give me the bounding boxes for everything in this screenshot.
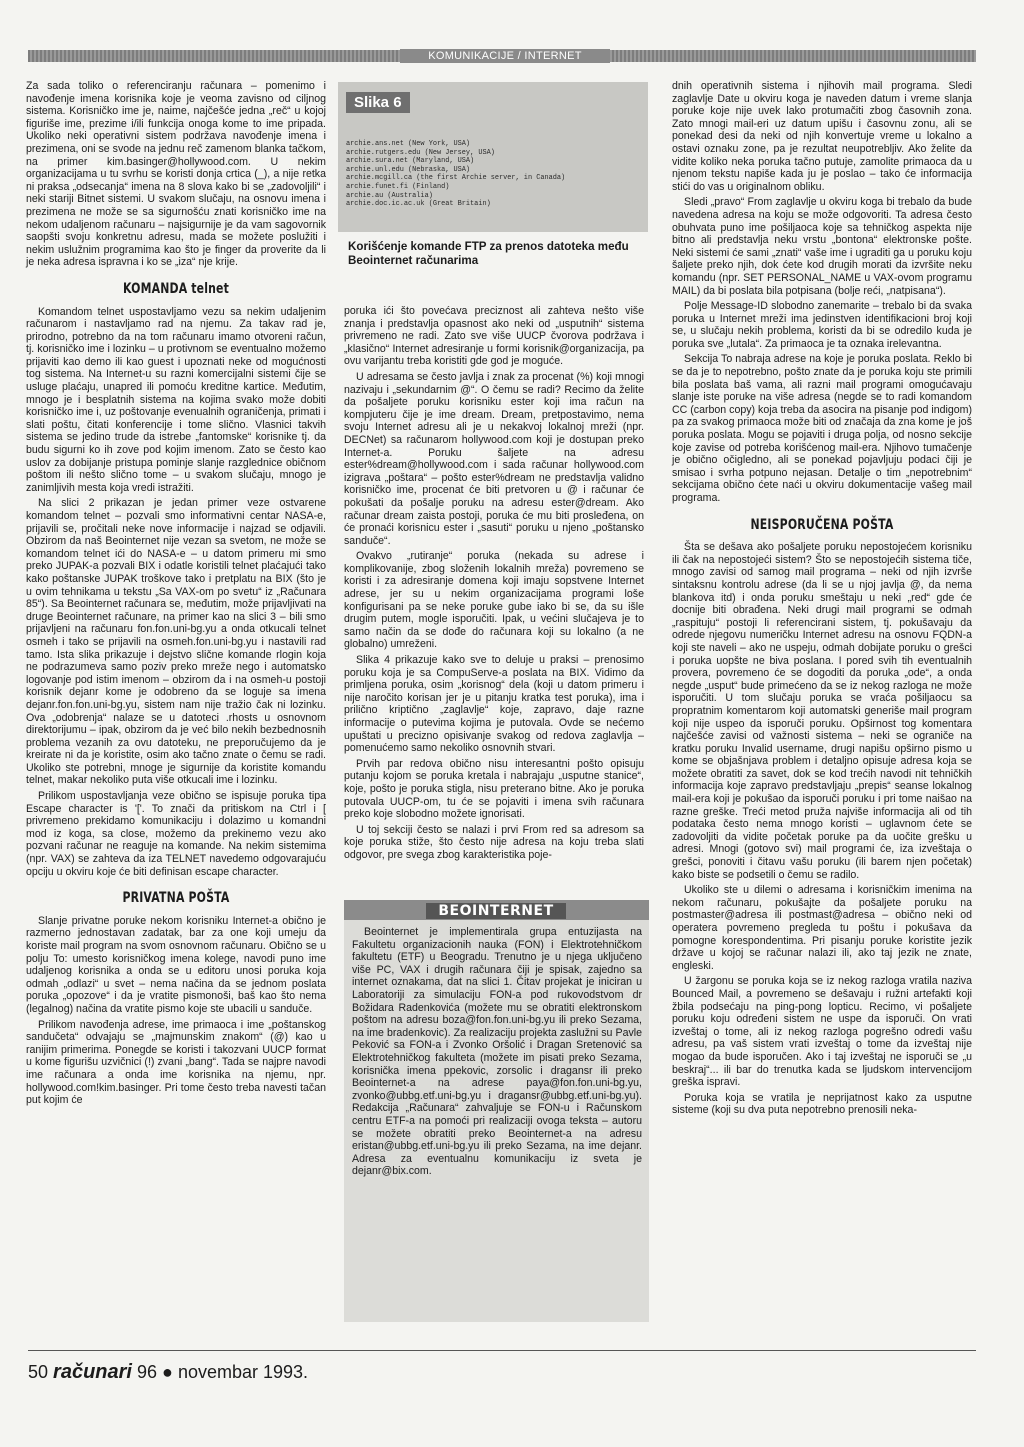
box-title: BEOINTERNET: [426, 903, 566, 919]
paragraph: Prilikom navođenja adrese, ime primaoca i ime „poštanskog sandučeta“ odvajaju se „majmunskim znakom“ (@) kao u ranijim primerima. Ponegde se koristi i takozvani UUCP format u kome figurišu uzvičnici (!) zvani „bang“. Tada se najpre navodi ime računara a onda ime korisnika na njemu, npr. hollywood.com!kim.basinger. Pri tome često treba navesti tačan put kojim će: [26, 1018, 326, 1107]
bullet-icon: ●: [162, 1362, 173, 1382]
page-footer: [28, 1353, 976, 1391]
paragraph: U toj sekciji često se nalazi i prvi From red sa adresom sa koje poruka stiže, što često nije adresa na koju treba slati odgovor, pre svega zbog karakteristika poje-: [344, 823, 644, 861]
listing-line: archie.unl.edu (Nebraska, USA): [346, 165, 471, 174]
box-header-bar: [344, 900, 649, 920]
listing-line: archie.funet.fi (Finland): [346, 182, 450, 191]
paragraph: Ovakvo „rutiranje“ poruka (nekada su adrese i komplikovanije, zbog složenih lokalnih mreža) povremeno se koristi i za adresiranje domena koji imaju sopstvene Internet adrese, jer su u nekim organizacijama programi loše konfigurisani pa se neke poruke gube iako bi se, da su išle drugim putem, mogle isporučiti. Ipak, u većini slučajeva je to samo način da se dođe do računara koji su lokalno (a ne globalno) umreženi.: [344, 550, 644, 651]
paragraph: Sekcija To nabraja adrese na koje je poruka poslata. Reklo bi se da je to nepotrebno, pošto znate da je poruka koju ste primili bila poslata baš vama, ali razni mail programi omogućavaju slanje iste poruke na više adresa (negde se to radi komandom CC (carbon copy) koja treba da asocira na pisanje pod indigom) pa za svakog primaoca može biti od značaja da zna kome je još poruka poslata. Mogu se pojaviti i druga polja, od nosno sekcije koje zavise od potreba korišćenog mail-era. Njihovo tumačenje je obično očigledno, ali se ponekad pojavljuju podaci čiji je smisao i svrha potpuno nejasan. Detalje o tim „nepotrebnim“ sekcijama obično ćete naći u okviru dokumentacije vašeg mail programa.: [672, 353, 972, 504]
paragraph: U adresama se često javlja i znak za procenat (%) koji mnogi nazivaju i „sekundarnim @“. O čemu se radi? Recimo da želite da pošaljete poruku korisniku ester koji ima račun na kompjuteru čije je ime dream. Dream, pretpostavimo, nema svoju Internet adresu ali je u nekakvoj lokalnoj mreži (npr. DECNet) sa računarom hollywood.com koji je dostupan preko Internet-a. Poruku šaljete na adresu ester%dream@hollywood.com i sada računar hollywood.com izigrava „poštara“ – pošto ester%dream ne predstavlja validno korisničko ime, procenat će biti pretvoren u @ i računar će pokušati da pošalje poruku na adresu ester@dream. Ako računar dream zaista postoji, poruka će mu biti prosleđena, on će pronaći korisnicu ester i „sasuti“ poruku u njeno „poštansko sanduče“.: [344, 370, 644, 547]
issue-number: 96: [137, 1362, 158, 1382]
listing-line: archie.au (Australia): [346, 191, 433, 200]
beointernet-sidebar-box: [344, 900, 649, 1322]
paragraph: Za sada toliko o referenciranju računara – pomenimo i navođenje imena korisnika koje je veoma zavisno od ciljnog sistema. Korisničko ime je, naime, najčešće jedna „reč“ u kojoj figuriše ime, prezime i/ili funkcija onoga kome to ime pripada. Ukoliko neki operativni sistem podržava navođenje imena i prezimena, oni se svode na jednu reč zamenom blanka tačkom, na primer kim.basinger@hollywood.com. U nekim organizacijama u tu svrhu se koristi donja crtica (_), a nije retka ni praksa „odsecanja“ imena na 8 slova kako bi se „zadovoljili“ i neki stariji Bitnet sistemi. U svakom slučaju, na osnovu imena i prezimena ne može se sa sigurnošću znati korisničko ime na nekom udaljenom računaru – najsigurnije je da vam sagovornik saopšti svoju konkretnu adresu, mada se možete poslužiti i nekim uslužnim programima kao što je finger da proverite da li je neka adresa ispravna i ko se „iza“ nje krije.: [26, 80, 326, 269]
paragraph: Slanje privatne poruke nekom korisniku Internet-a obično je razmerno jednostavan zadatak, bar za one koji umeju da koriste mail program na svom osnovnom računaru. Obično se u polju To: umesto korisničkog imena kolege, navodi puno ime udaljenog korisnika a onda se u editoru unosi poruka koja odmah „odlazi“ u svet – nema načina da se jednom poslata poruka „opozove“ i da je vratite pismonoši, baš kao što nema (legalnog) načina da vratite pismo koje ste ubacili u sanduče.: [26, 914, 326, 1015]
column-2: [344, 305, 644, 861]
paragraph: Beointernet je implementirala grupa entuzijasta na Fakultetu organizacionih nauka (FON) i Elektrotehničkom fakultetu (ETF) u Beogradu. Trenutno je u njega uključeno više PC, VAX i drugih računara čiji je spisak, zajedno sa internet oznakama, dat na slici 1. Čitav projekat je iniciran u Laboratoriji za simulaciju FON-a pod rukovodstvom dr Božidara Radenkovića (možete mu se obratiti elektronskom poštom na adresu boza@fon.fon.uni-bg.yu ili preko Sezama, na ime bradenkovic). Za realizaciju projekta zaslužni su Pavle Peković sa FON-a i Zvonko Oršolić i Dragan Sretenović sa Elektrotehničkog fakulteta (možete im pisati preko Sezama, korisnička imena ppekovic, zorsolic i dragansr ili preko Beointernet-a na adrese paya@fon.fon.uni-bg.yu, zvonko@ubbg.etf.uni-bg.yu i dragansr@ubbg.etf.uni-bg.yu). Redakcija „Računara“ zahvaljuje se FON-u i Računskom centru ETF-a na pomoći pri realizaciji ovoga teksta – autoru se možete obratiti preko Beointernet-a na adresu eristan@ubbg.etf.uni-bg.yu ili preko Sezama, na ime dejanr. Adresa za eventualnu komunikaciju iz sveta je dejanr@bix.com.: [352, 926, 642, 1178]
figure-slika-6: [338, 82, 648, 232]
paragraph: Prilikom uspostavljanja veze obično se ispisuje poruka tipa Escape character is '['. To znači da pritiskom na Ctrl i [ privremeno prekidamo komunikaciju i dolazimo u komandni mod iz koga, sa close, možemo da prekinemo vezu ako pozvani računar ne reaguje na komande. Na nekim sistemima (npr. VAX) se zahteva da iza TELNET navedemo odgovarajuću opciju u okviru koje će biti definisan escape character.: [26, 790, 326, 878]
box-body: [352, 926, 642, 1178]
column-3: [672, 80, 972, 1330]
footer-rule: [28, 1350, 976, 1351]
paragraph: Sledi „pravo“ From zaglavlje u okviru koga bi trebalo da bude navedena adresa na koju se može odgovoriti. Ta adresa često obuhvata puno ime pošiljaoca koje sa tehničkog aspekta nije bitno ali predstavlja neku vrstu „bontona“ elektronske pošte. Neki sistemi će sami „znati“ vaše ime i ugraditi ga u poruku koju šaljete preko njih, dok ćete kod drugih morati da izvršite neku komandu (npr. SET PERSONAL_NAME u VAX-ovom programu MAIL) da bi poslata bila potpisana (bolje reći, „natpisana“).: [672, 196, 972, 297]
paragraph: poruka ići što povećava preciznost ali zahteva nešto više znanja i predstavlja opasnost ako neki od „usputnih“ sistema privremeno ne radi. Zato sve više UUCP čvorova podržava i „klasično“ Internet adresiranje u formi korisnik@organizacija, pa ovu varijantu treba koristiti gde god je moguće.: [344, 305, 644, 368]
paragraph: Slika 4 prikazuje kako sve to deluje u praksi – prenosimo poruku koja je sa CompuServe-a poslata na BIX. Vidimo da primljena poruka, osim „korisnog“ dela (koji u datom primeru i nije naročito korisan jer je u pitanju kratka test poruka), ima i prilično kriptično „zaglavlje“ koje, zapravo, daje razne informacije o putevima kojima je putovala. Ovde se nećemo upuštati u precizno opisivanje svakog od redova zaglavlja – pomenućemo samo nekoliko osnovnih stvari.: [344, 654, 644, 755]
paragraph: Šta se dešava ako pošaljete poruku nepostojećem korisniku ili čak na nepostojeći sistem? Što se nepostojećih sistema tiče, mnogo zavisi od samog mail programa – neki od njih izvrše sintaksnu kontrolu adrese (da li se u njoj javlja @, da nema blankova itd) i onda poruku smeštaju u neki „red“ gde će docnije biti obrađena. Neki drugi mail programi se odmah „raspituju“ postoji li referencirani sistem, tj. pokušavaju da odrede njegovu numeričku Internet adresu na osnovu FQDN-a koji ste naveli – ako ne uspeju, odmah dobijate poruku o grešci i poruka uopšte ne biva poslana. I pored svih tih eventualnih provera, povremeno će se dogoditi da poruka „ode“, a onda negde „usput“ bude primećeno da se iz nekog razloga ne može isporučiti. U tom slučaju poruka se vraća pošiljaocu sa propratnim komentarom koji automatski generiše mail program koji nije uspeo da isporuči poruku. Opširnost tog komentara najčešće zavisi od važnosti sistema – neki se ograniče na kratku poruku Invalid username, drugi napišu opširno pismo u kome se objašnjava problem i detaljno opisuje adresa koja se možete obratiti za savet, dok se kod trećih navodi nit tehničkih informacija koje zapravo predstavljaju „prepis“ seanse lokalnog mail-era koji je pokušao da isporuči poruku i pri tome naišao na razne greške. Treći metod pruža najviše informacija ali od tih podataka često nema mnogo koristi – uglavnom ćete se zadovoljiti da vidite početak poruke pa da uočite grešku u adresi. Mnogi (gotovo svi) mail programi će, iza izveštaja o grešci, ponoviti i čitavu vašu poruku (ili barem njen početak) kako biste se podsetili o čemu se radilo.: [672, 541, 972, 881]
paragraph: Komandom telnet uspostavljamo vezu sa nekim udaljenim računarom i nastavljamo rad na njemu. Za takav rad je, prirodno, potrebno da na tom računaru imamo otvoreni račun, tj. korisničko ime i lozinku – u protivnom se eventualno možemo prijaviti kao demo ili kao guest i upoznati neke od mogućnosti tog sistema. Na Internet-u su razni komercijalni sistemi čije se usluge plaćaju, unapred ili pomoću kreditne kartice. Međutim, mnogo je i besplatnih sistema na kojima svako može dobiti korisničko ime i, uz poštovanje evenualnih ograničenja, primati i slati poštu, čitati konferencije i tome slično. Vlasnici takvih sistema se jedino trude da istrebe „fantomske“ korisnike tj. da budu sigurni ko ih zove pod kojim imenom. Zato se često kao uslov za dobijanje pristupa pominje slanje razglednice običnom poštom ili nešto slično tome – u svakom slučaju, mnogo je zanimljivih mesta koja vredi istražiti.: [26, 305, 326, 494]
listing-line: archie.rutgers.edu (New Jersey, USA): [346, 148, 495, 157]
listing-line: archie.mcgill.ca (the first Archie server, in Canada): [346, 174, 566, 183]
paragraph: dnih operativnih sistema i njihovih mail programa. Sledi zaglavlje Date u okviru koga je naveden datum i vreme slanja poruke koje nije uvek lako protumačiti zbog časovnih zona. Zato mnogi mail-eri uz datum upišu i časovnu zonu, ali se ponekad desi da neki od njih konvertuje vreme u lokalno a ostavi oznaku zone, pa je rezultat neupotrebljiv. Ako želite da vidite koliko neka poruka tačno putuje, zamolite primaoca da u njenom tekstu napiše kada ju je poslao – tako će informacija stići do vas u originalnom obliku.: [672, 80, 972, 193]
listing-line: archie.ans.net (New York, USA): [346, 140, 471, 148]
figure-tag: Slika 6: [346, 92, 410, 113]
issue-date: novembar 1993.: [177, 1362, 309, 1382]
magazine-brand: računari: [53, 1361, 132, 1383]
paragraph: Poruka koja se vratila je neprijatnost kako za usputne sisteme (koji su dva puta nepotrebno prenosili neka-: [672, 1091, 972, 1117]
section-label: KOMUNIKACIJE / INTERNET: [400, 49, 610, 63]
section-heading-neisporucena-posta: NEISPORUČENA POŠTA: [750, 516, 894, 533]
figure-listing: [346, 140, 642, 209]
paragraph: Na slici 2 prikazan je jedan primer veze ostvarene komandom telnet – pozvali smo informativni centar NASA-e, prijavili se, pročitali neke nove informacije i najzad se odjavili. Obzirom da naš Beointernet nije vezan sa svetom, ne može se komandom telnet ići do NASA-e – u datom primeru mi smo preko JUPAK-a pozvali BIX i odatle koristili telnet plaćajući tako kako poštanske JUPAK troškove tako i pretplatu na BIX (što je u ovim tehnikama u tekstu „Sa VAX-om po svetu“ iz „Računara 85“). Sa Beointernet računara se, međutim, može prijavljivati na druge Beointernet računare, na primer kao na slici 3 – bili smo prijavljeni na računaru fon.fon.uni-bg.yu a onda otkucali telnet osmeh i tako se prijavili na osmeh.fon.uni-bg.yu i nastavili rad tamo. Ista slika prikazuje i dejstvo slične komande rlogin koja ne podrazumeva samo poziv preko mreže nego i automatsko logovanje pod istim imenom – obzirom da i na osmeh-u postoji korisnik dejanr kome je odobreno da se loguje sa imena dejanr.fon.fon.uni-bg.yu, sistem nam nije tražio čak ni lozinku. Ova „odobrenja“ nalaze se u datoteci .rhosts u osnovnom direktorijumu – ipak, obzirom da je već bilo nekih bezbednosnih problema vezanih za ovu datoteku, ne preporučujemo da je kreirate ni da je koristite, osim ako tačno znate o čemu se radi. Ukoliko ste potrebni, mnoge je sigurnije da koristite komandu telnet, makar nekoliko puta više otkucali ime i lozinku.: [26, 497, 326, 787]
page-number: 50: [28, 1362, 49, 1382]
section-heading-privatna-posta: PRIVATNA POŠTA: [122, 890, 230, 907]
column-1: [26, 80, 326, 1330]
section-heading-telnet: KOMANDA telnet: [122, 280, 229, 297]
paragraph: Ukoliko ste u dilemi o adresama i korisničkim imenima na nekom računaru, pokušajte da pošaljete poruku na postmaster@adresa ili postmast@adresa – obično neki od operatera povremeno pregleda tu poštu i pokušava da pomogne korespondentima. Pri pisanju poruke koristite jezik države u kojoj se računar nalazi ili, ako taj jezik ne znate, engleski.: [672, 884, 972, 972]
listing-line: archie.doc.ic.ac.uk (Great Britain): [346, 200, 491, 209]
paragraph: U žargonu se poruka koja se iz nekog razloga vratila naziva Bounced Mail, a povremeno se dešavaju i ružni artefakti koji žbila podsećaju na ping-pong lopticu. Recimo, vi pošaljete poruku koju određeni sistem ne uspe da isporuči. On vrati izveštaj o tome, ali iz nekog razloga pogrešno odredi vašu adresu, pa vaš sistem vrati izveštaj o tome da izveštaj nije mogao da bude isporučen. Ako i taj izveštaj ne isporuči se „u beskraj“... ili bar do trenutka kada se ljudskom intervencijom greška ispravi.: [672, 975, 972, 1089]
paragraph: Prvih par redova obično nisu interesantni pošto opisuju putanju kojom se poruka kretala i nabrajaju „usputne stanice“, koje, pošto je poruka stigla, nisu preterano bitne. Ako je poruka putovala UUCP-om, tu će se pojaviti i imena svih računara preko koje slobodno možete ignorisati.: [344, 757, 644, 821]
listing-line: archie.sura.net (Maryland, USA): [346, 157, 475, 166]
paragraph: Polje Message-ID slobodno zanemarite – trebalo bi da svaka poruka u Internet mreži ima jedinstven identifikacioni broj koji se, u slučaju nekih problema, koristi da bi se odredilo kuda je poruka sve „lutala“. Za primaoca je ta oznaka irelevantna.: [672, 300, 972, 350]
figure-caption: Korišćenje komande FTP za prenos datoteka među Beointernet računarima: [348, 240, 629, 267]
